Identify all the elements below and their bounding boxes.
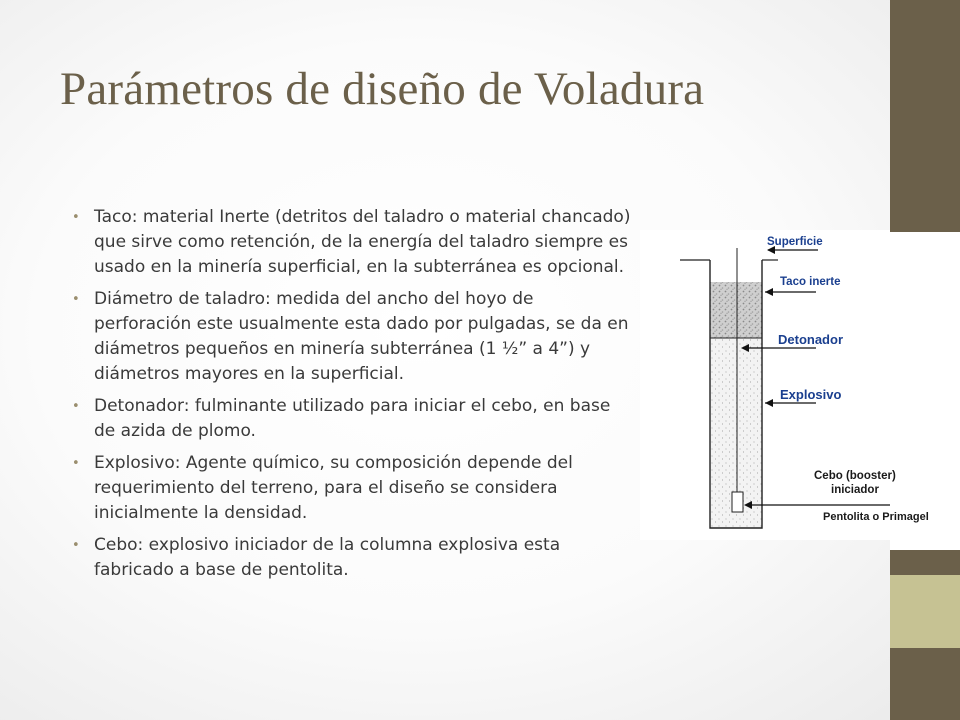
label-cebo-booster: Cebo (booster) xyxy=(814,470,896,482)
bullet-taco xyxy=(72,205,632,280)
bullet-text: Detonador: fulminante utilizado para iniciar el cebo, en base de azida de plomo. xyxy=(94,396,611,441)
bullet-text: Diámetro de taladro: medida del ancho del hoyo de perforación este usualmente esta dado por pulgadas, se da en diámetros pequeños en minería subterránea (1 ½” a 4”) y diámetros mayores en la superficial. xyxy=(94,289,629,384)
bullet-text: Cebo: explosivo iniciador de la columna explosiva esta fabricado a base de pentolita. xyxy=(94,535,561,580)
decorative-sidebar xyxy=(890,0,960,720)
label-superficie: Superficie xyxy=(767,236,823,248)
sidebar-band-dark xyxy=(890,550,960,575)
bullet-dot-icon: • xyxy=(72,210,80,225)
sidebar-band-white xyxy=(890,232,960,550)
bullet-text: Taco: material Inerte (detritos del taladro o material chancado) que sirve como retención, de la energía del taladro siempre es usado en la minería superficial, en la subterránea es opcional. xyxy=(94,207,631,277)
bullet-cebo xyxy=(72,533,632,583)
bullet-list xyxy=(72,205,632,590)
taco-stemming-fill xyxy=(710,282,762,338)
sidebar-band-bottom xyxy=(890,648,960,720)
label-pentolita: Pentolita o Primagel xyxy=(823,511,929,523)
label-cebo-iniciador: iniciador xyxy=(831,484,879,496)
slide-title: Parámetros de diseño de Voladura xyxy=(60,63,705,115)
bullet-dot-icon: • xyxy=(72,456,80,471)
bullet-dot-icon: • xyxy=(72,399,80,414)
sidebar-band-top xyxy=(890,0,960,232)
label-detonador: Detonador xyxy=(778,332,843,347)
bullet-diametro xyxy=(72,287,632,387)
bullet-explosivo xyxy=(72,451,632,526)
bullet-detonador xyxy=(72,394,632,444)
bullet-dot-icon: • xyxy=(72,292,80,307)
bullet-dot-icon: • xyxy=(72,538,80,553)
sidebar-band-light xyxy=(890,575,960,648)
label-taco-inerte: Taco inerte xyxy=(780,276,841,288)
booster-cartridge xyxy=(732,492,743,512)
label-explosivo: Explosivo xyxy=(780,387,842,402)
borehole-diagram xyxy=(640,230,929,540)
bullet-text: Explosivo: Agente químico, su composición depende del requerimiento del terreno, para el diseño se considera inicialmente la densidad. xyxy=(94,453,573,523)
